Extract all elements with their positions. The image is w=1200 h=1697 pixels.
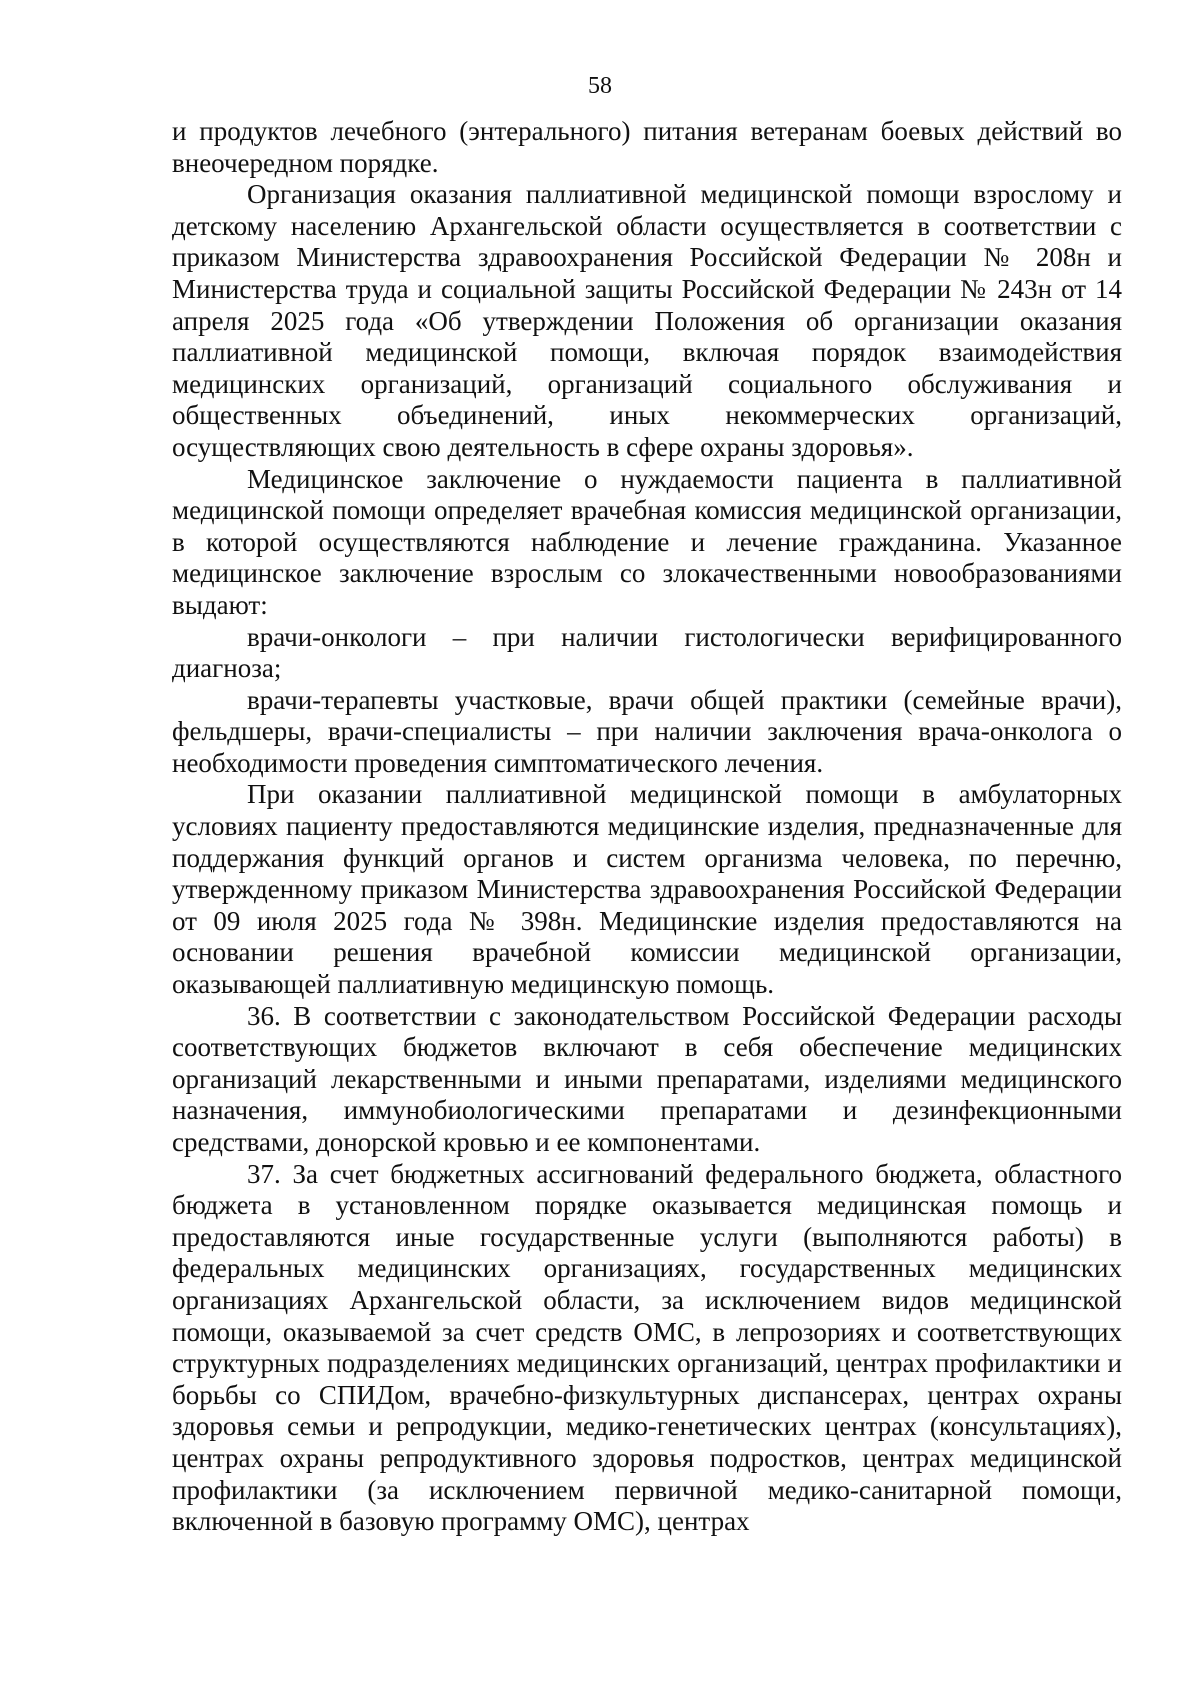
paragraph-medical-devices: При оказании паллиативной медицинской помощи в амбулаторных условиях пациенту предоставляются медицинские изделия, предназначенные для поддержания функций органов и систем организма человека, по перечню, утвержденному приказом Министерства здравоохранения Российской Федерации от 09 июля 2025 года № 398н. Медицинские изделия предоставляются на основании решения врачебной комиссии медицинской организации, оказывающей паллиативную медицинскую помощь. <box>172 779 1122 1000</box>
paragraph-item-36: 36. В соответствии с законодательством Российской Федерации расходы соответствующих бюджетов включают в себя обеспечение медицинских организаций лекарственными и иными препаратами, изделиями медицинского назначения, иммунобиологическими препаратами и дезинфекционными средствами, донорской кровью и ее компонентами. <box>172 1000 1122 1157</box>
page-number: 58 <box>588 73 612 99</box>
paragraph-therapists: врачи-терапевты участковые, врачи общей практики (семейные врачи), фельдшеры, врачи-специалисты – при наличии заключения врача-онколога о необходимости проведения симптоматического лечения. <box>172 684 1122 778</box>
paragraph-oncologists: врачи-онкологи – при наличии гистологически верифицированного диагноза; <box>172 621 1122 684</box>
paragraph-medical-conclusion: Медицинское заключение о нуждаемости пациента в паллиативной медицинской помощи определяет врачебная комиссия медицинской организации, в которой осуществляются наблюдение и лечение гражданина. Указанное медицинское заключение взрослым со злокачественными новообразованиями выдают: <box>172 463 1122 620</box>
paragraph-enteral-nutrition-continuation: и продуктов лечебного (энтерального) питания ветеранам боевых действий во внеочередном порядке. <box>172 116 1122 178</box>
paragraph-item-37: 37. За счет бюджетных ассигнований федерального бюджета, областного бюджета в установленном порядке оказывается медицинская помощь и предоставляются иные государственные услуги (выполняются работы) в федеральных медицинских организациях, государственных медицинских организациях Архангельской области, за исключением видов медицинской помощи, оказываемой за счет средств ОМС, в лепрозориях и соответствующих структурных подразделениях медицинских организаций, центрах профилактики и борьбы со СПИДом, врачебно-физкультурных диспансерах, центрах охраны здоровья семьи и репродукции, медико-генетических центрах (консультациях), центрах охраны репродуктивного здоровья подростков, центрах медицинской профилактики (за исключением первичной медико-санитарной помощи, включенной в базовую программу ОМС), центрах <box>172 1158 1122 1537</box>
paragraph-palliative-care-organization: Организация оказания паллиативной медицинской помощи взрослому и детскому населению Архангельской области осуществляется в соответствии с приказом Министерства здравоохранения Российской Федерации № 208н и Министерства труда и социальной защиты Российской Федерации № 243н от 14 апреля 2025 года «Об утверждении Положения об организации оказания паллиативной медицинской помощи, включая порядок взаимодействия медицинских организаций, организаций социального обслуживания и общественных объединений, иных некоммерческих организаций, осуществляющих свою деятельность в сфере охраны здоровья». <box>172 179 1122 462</box>
document-body <box>172 116 1122 1538</box>
